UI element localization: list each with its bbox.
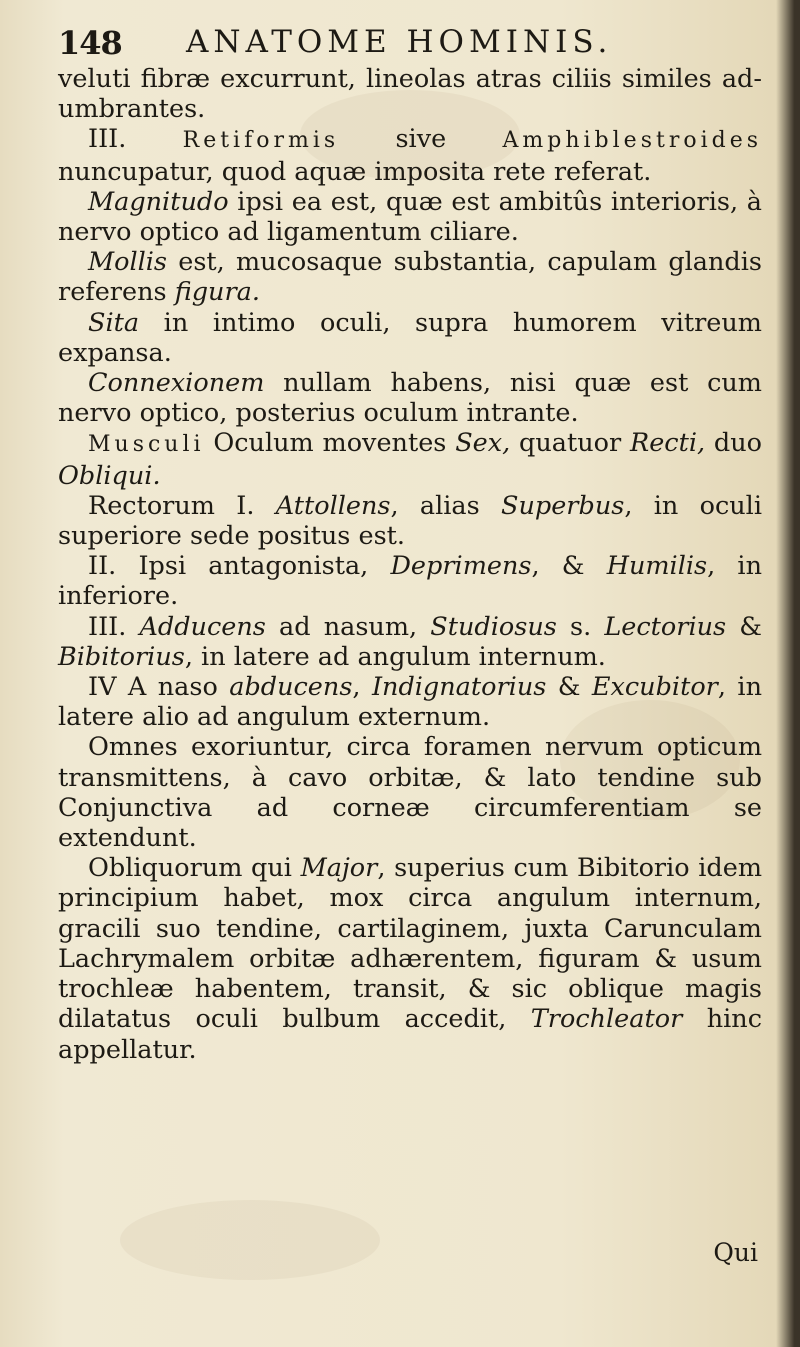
text-run: veluti fibræ excurrunt, lineolas atras ciliis similes ad-umbrantes. bbox=[58, 64, 762, 125]
small-caps-term: Amphiblestroides bbox=[502, 128, 763, 154]
text-run: , superius cum Bibitorio idem principium habet, mox circa angulum internum, gracili suo tendine, cartilaginem, juxta Carunculam Lachrymalem orbitæ adhærentem, figuram & usum trochleæ habentem, transit, & sic oblique magis dilatatus oculi bulbum accedit, bbox=[58, 853, 762, 1035]
text-run: IV A naso bbox=[88, 672, 230, 703]
paragraph bbox=[58, 491, 762, 551]
italic-term: Humilis bbox=[606, 551, 708, 582]
paragraph bbox=[58, 612, 762, 672]
italic-term: abducens bbox=[229, 672, 353, 703]
text-run: s. bbox=[556, 611, 605, 642]
italic-term: Obliqui. bbox=[58, 460, 161, 491]
text-run: , alias bbox=[390, 490, 501, 521]
text-run: Omnes exoriuntur, circa foramen nervum opticum transmittens, à cavo orbitæ, & lato tendine sub Conjunctiva ad corneæ circumferentiam se extendunt. bbox=[58, 732, 762, 854]
text-run: III. bbox=[88, 611, 140, 642]
italic-term: Superbus bbox=[501, 490, 625, 521]
text-run: in intimo oculi, supra humorem vitreum expansa. bbox=[58, 307, 762, 368]
text-run: , in latere ad angulum internum. bbox=[184, 641, 606, 672]
text-run: duo bbox=[705, 428, 762, 459]
text-run: , in latere alio ad angulum externum. bbox=[58, 672, 762, 733]
running-title: ANATOME HOMINIS. bbox=[186, 24, 613, 60]
italic-term: Lectorius bbox=[604, 611, 727, 642]
paragraph bbox=[58, 428, 762, 490]
italic-term: figura. bbox=[174, 277, 260, 308]
text-run: & bbox=[726, 611, 762, 642]
paragraph bbox=[58, 64, 762, 124]
small-caps-term: Retiformis bbox=[182, 128, 340, 154]
paragraph bbox=[58, 853, 762, 1064]
text-run: nullam habens, nisi quæ est cum nervo optico, posterius oculum intrante. bbox=[58, 368, 762, 429]
italic-term: Studiosus bbox=[430, 611, 557, 642]
paragraph bbox=[58, 551, 762, 611]
italic-term: Trochleator bbox=[530, 1004, 683, 1035]
text-run: , in inferiore. bbox=[58, 551, 762, 612]
foxing-stain bbox=[120, 1200, 380, 1280]
text-run: III. bbox=[88, 124, 183, 155]
italic-term: Indignatorius bbox=[371, 672, 547, 703]
italic-term: Connexionem bbox=[88, 368, 265, 399]
body-text bbox=[58, 64, 762, 1065]
text-run: ipsi ea est, quæ est ambitûs interioris, à nervo optico ad ligamentum ciliare. bbox=[58, 186, 762, 248]
italic-term: Major bbox=[300, 853, 378, 884]
paragraph bbox=[58, 247, 762, 307]
italic-term: Sex, bbox=[455, 428, 511, 459]
italic-term: Excubitor bbox=[591, 672, 718, 703]
text-run: II. Ipsi antagonista, bbox=[88, 551, 391, 582]
text-run: nuncupatur, quod aquæ imposita rete referat. bbox=[58, 156, 652, 187]
text-run: hinc appellatur. bbox=[58, 1004, 763, 1065]
text-run: & bbox=[546, 672, 592, 703]
italic-term: Adducens bbox=[139, 611, 266, 642]
text-run: sive bbox=[339, 124, 503, 155]
running-head bbox=[58, 18, 778, 62]
text-run: , & bbox=[531, 551, 607, 582]
text-run: Rectorum I. bbox=[88, 490, 276, 521]
italic-term: Mollis bbox=[88, 247, 168, 278]
paragraph bbox=[58, 368, 762, 428]
text-run: ad nasum, bbox=[265, 611, 431, 642]
paragraph bbox=[58, 672, 762, 732]
text-run: Oculum moventes bbox=[204, 428, 456, 459]
catchword: Qui bbox=[713, 1238, 758, 1267]
italic-term: Magnitudo bbox=[88, 186, 229, 217]
page-number: 148 bbox=[58, 24, 122, 62]
italic-term: Attollens bbox=[275, 490, 391, 521]
paragraph bbox=[58, 187, 762, 247]
text-run: , bbox=[352, 672, 372, 703]
paragraph bbox=[58, 308, 762, 368]
text-run: , in oculi superiore sede positus est. bbox=[58, 490, 762, 552]
italic-term: Bibitorius bbox=[58, 641, 185, 672]
text-run: quatuor bbox=[510, 428, 630, 459]
italic-term: Deprimens bbox=[390, 551, 532, 582]
italic-term: Sita bbox=[88, 307, 140, 338]
text-run: Obliquorum qui bbox=[88, 853, 301, 884]
italic-term: Recti, bbox=[630, 428, 706, 459]
text-run: est, mucosaque substantia, capulam glandis referens bbox=[58, 247, 762, 308]
paragraph bbox=[58, 732, 762, 853]
paragraph bbox=[58, 124, 762, 186]
small-caps-term: Musculi bbox=[88, 432, 205, 458]
